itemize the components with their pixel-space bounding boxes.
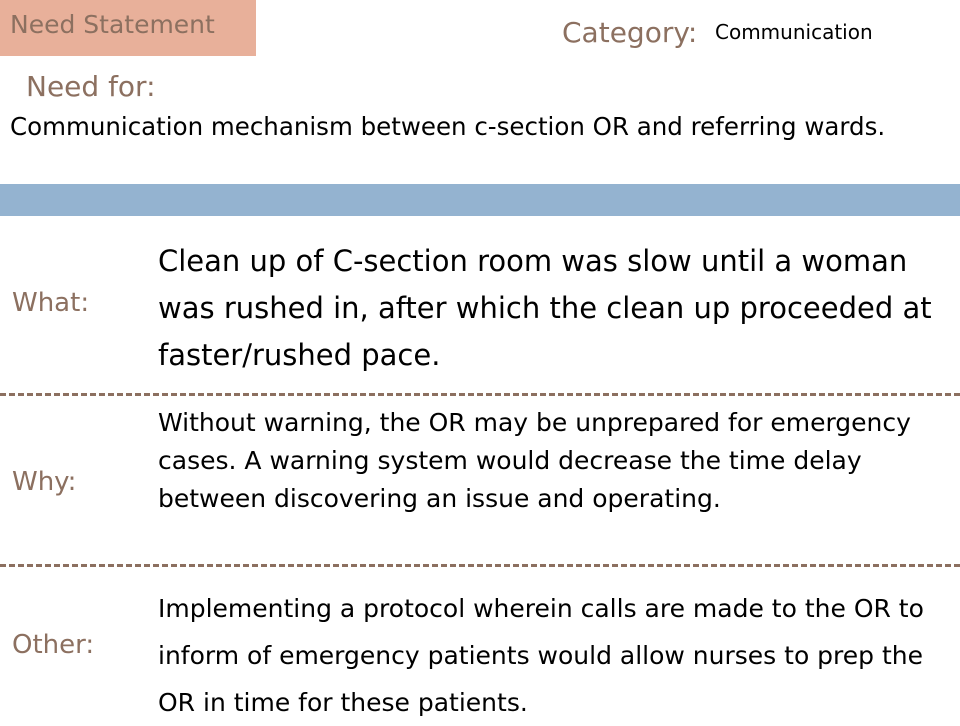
category-label: Category: [562,16,698,49]
need-statement-tag [0,0,256,56]
category-value: Communication [715,20,873,44]
other-label: Other: [12,630,95,660]
need-statement-title: Need Statement [10,10,215,39]
need-for-text: Communication mechanism between c-section OR and referring wards. [10,112,886,141]
other-text: Implementing a protocol wherein calls are made to the OR to inform of emergency patients would allow nurses to prep the OR in time for these patients. [158,594,924,717]
why-text: Without warning, the OR may be unprepared for emergency cases. A warning system would decrease the time delay between discovering an issue and operating. [158,408,911,513]
dashed-divider [0,393,960,396]
why-label: Why: [12,467,77,497]
need-for-label: Need for: [26,70,156,103]
dashed-divider [0,564,960,567]
what-label: What: [12,288,90,318]
section-divider-band [0,184,960,216]
what-text: Clean up of C-section room was slow until a woman was rushed in, after which the clean up proceeded at faster/rushed pace. [158,244,932,372]
